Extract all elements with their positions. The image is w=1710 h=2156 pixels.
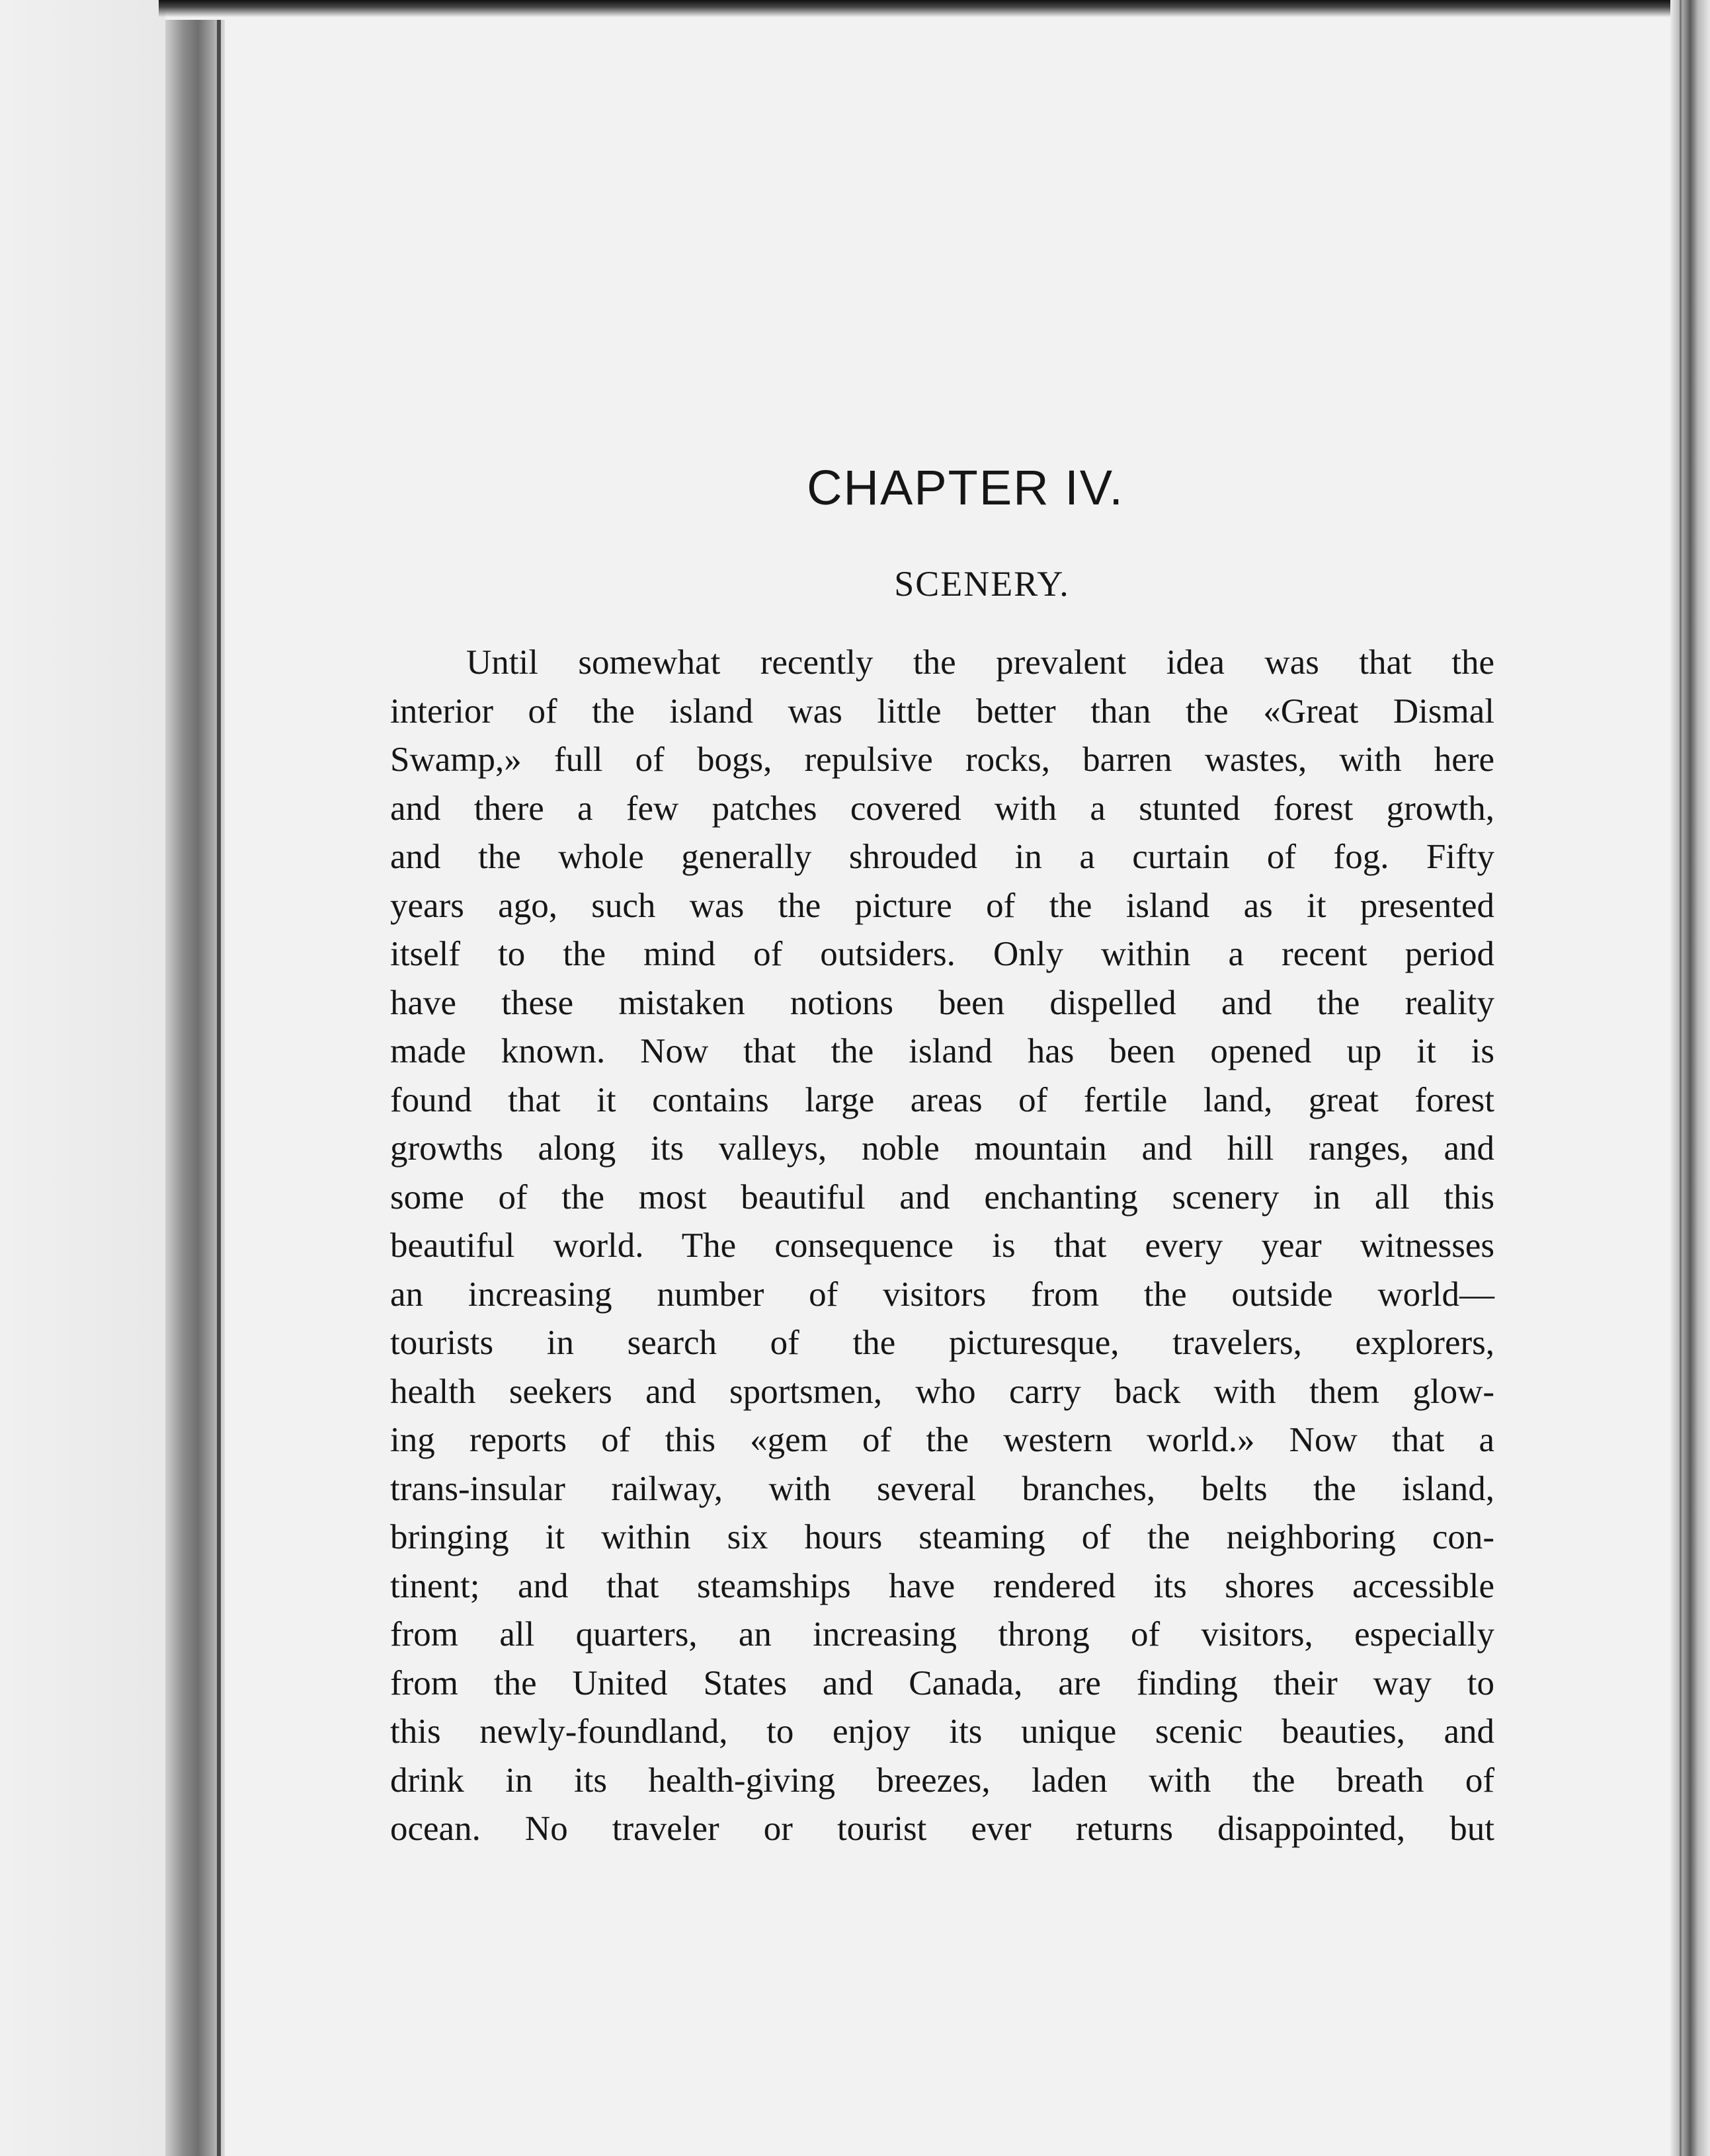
text-line: itself to the mind of outsiders. Only within a recent period	[390, 935, 1494, 973]
text-line: growths along its valleys, noble mountain and hill ranges, and	[390, 1129, 1494, 1168]
text-line: have these mistaken notions been dispelled and the reality	[390, 983, 1494, 1022]
text-line: drink in its health-giving breezes, laden with the breath of	[390, 1761, 1494, 1800]
text-line: beautiful world. The consequence is that every year witnesses	[390, 1226, 1494, 1265]
text-line: found that it contains large areas of fertile land, great forest	[390, 1080, 1494, 1119]
text-line: ing reports of this «gem of the western world.» Now that a	[390, 1421, 1494, 1459]
section-heading: SCENERY.	[894, 564, 1070, 604]
text-line: Until somewhat recently the prevalent idea was that the	[466, 643, 1494, 682]
text-line: this newly-foundland, to enjoy its unique scenic beauties, and	[390, 1712, 1494, 1751]
text-line: from the United States and Canada, are finding their way to	[390, 1663, 1494, 1702]
text-line: interior of the island was little better than the «Great Dismal	[390, 692, 1494, 731]
left-page-edge	[0, 0, 165, 2156]
book-gutter-line	[217, 20, 221, 2156]
book-gutter-shadow	[165, 20, 225, 2156]
body-paragraph	[390, 639, 1494, 1854]
right-edge-line	[1680, 0, 1682, 2156]
chapter-heading: CHAPTER IV.	[807, 460, 1124, 515]
text-line: tourists in search of the picturesque, travelers, explorers,	[390, 1324, 1494, 1362]
right-page-edge	[1670, 0, 1710, 2156]
text-line: made known. Now that the island has been opened up it is	[390, 1032, 1494, 1070]
text-line: and the whole generally shrouded in a curtain of fog. Fifty	[390, 838, 1494, 876]
text-line: health seekers and sportsmen, who carry back with them glow-	[390, 1372, 1494, 1411]
text-line: trans-insular railway, with several branches, belts the island,	[390, 1469, 1494, 1508]
page-content	[390, 456, 1494, 1854]
text-line: ocean. No traveler or tourist ever returns disappointed, but	[390, 1810, 1494, 1848]
text-line: from all quarters, an increasing throng of visitors, especially	[390, 1615, 1494, 1654]
top-edge-shadow	[159, 0, 1680, 17]
text-line: bringing it within six hours steaming of the neighboring con-	[390, 1518, 1494, 1556]
text-line: an increasing number of visitors from the outside world—	[390, 1275, 1494, 1314]
text-line: and there a few patches covered with a stunted forest growth,	[390, 789, 1494, 828]
text-line: some of the most beautiful and enchanting scenery in all this	[390, 1178, 1494, 1217]
text-line: tinent; and that steamships have rendered its shores accessible	[390, 1566, 1494, 1605]
text-line: years ago, such was the picture of the island as it presented	[390, 886, 1494, 925]
text-line: Swamp,» full of bogs, repulsive rocks, barren wastes, with here	[390, 740, 1494, 779]
